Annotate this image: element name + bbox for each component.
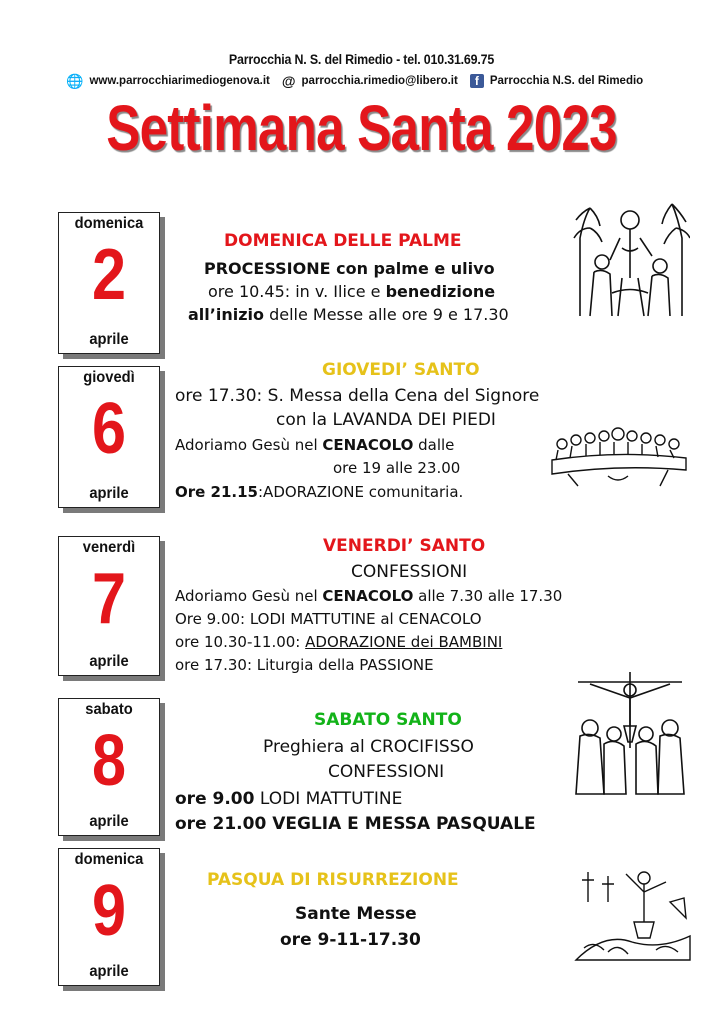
s1-line-3: all’inizio delle Messe alle ore 9 e 17.30: [188, 305, 509, 324]
date-weekday: venerdì: [82, 539, 136, 556]
date-card-5: [58, 848, 160, 986]
s2-line-2: con la LAVANDA DEI PIEDI: [276, 410, 496, 430]
resurrection-illustration: [574, 862, 692, 962]
date-day: 7: [91, 559, 127, 639]
date-weekday: sabato: [85, 701, 133, 718]
date-weekday: domenica: [74, 851, 144, 868]
date-month: aprile: [89, 813, 129, 830]
email-link[interactable]: parrocchia.rimedio@libero.it: [301, 75, 458, 87]
date-card-2: [58, 366, 160, 508]
palm-sunday-illustration: [572, 198, 690, 318]
date-month: aprile: [89, 331, 129, 348]
holy-saturday-heading: SABATO SANTO: [314, 710, 462, 730]
date-card-1: [58, 212, 160, 354]
date-day: 6: [91, 389, 127, 469]
date-card-3: [58, 536, 160, 676]
globe-icon: 🌐: [66, 72, 84, 89]
palm-sunday-heading: DOMENICA DELLE PALME: [224, 231, 462, 251]
date-card-4: [58, 698, 160, 836]
s3-line-5: ore 17.30: Liturgia della PASSIONE: [175, 656, 434, 674]
s3-line-4: ore 10.30-11.00: ADORAZIONE dei BAMBINI: [175, 633, 503, 651]
website-link[interactable]: www.parrocchiarimediogenova.it: [89, 75, 270, 87]
s2-line-4: ore 19 alle 23.00: [333, 459, 461, 477]
s2-line-1: ore 17.30: S. Messa della Cena del Signore: [175, 386, 540, 406]
last-supper-illustration: [548, 420, 690, 490]
s3-line-3: Ore 9.00: LODI MATTUTINE al CENACOLO: [175, 610, 482, 628]
date-day: 9: [91, 871, 127, 951]
parish-contact-line: Parrocchia N. S. del Rimedio - tel. 010.31.69.75: [228, 52, 495, 67]
parish-links-line: [66, 72, 666, 90]
date-day: 2: [91, 235, 127, 315]
s5-line-2: ore 9-11-17.30: [280, 930, 421, 950]
s1-line-2: ore 10.45: in v. Ilice e benedizione: [208, 282, 496, 301]
s4-line-2: CONFESSIONI: [328, 762, 445, 782]
s4-line-4: ore 21.00 VEGLIA E MESSA PASQUALE: [175, 814, 536, 834]
date-weekday: giovedì: [83, 369, 135, 386]
date-month: aprile: [89, 653, 129, 670]
holy-thursday-heading: GIOVEDI’ SANTO: [322, 360, 480, 380]
facebook-link[interactable]: Parrocchia N.S. del Rimedio: [489, 75, 644, 87]
good-friday-heading: VENERDI’ SANTO: [323, 536, 486, 556]
s2-line-3: Adoriamo Gesù nel CENACOLO dalle: [175, 436, 455, 454]
date-weekday: domenica: [74, 215, 144, 232]
s4-line-3: ore 9.00 LODI MATTUTINE: [175, 789, 403, 809]
facebook-icon: f: [470, 74, 484, 88]
date-day: 8: [91, 721, 127, 801]
date-month: aprile: [89, 963, 129, 980]
s2-line-5: Ore 21.15:ADORAZIONE comunitaria.: [175, 483, 464, 501]
s1-line-1: PROCESSIONE con palme e ulivo: [204, 259, 495, 278]
page-title: Settimana Santa 2023: [106, 92, 617, 164]
s5-line-1: Sante Messe: [295, 904, 417, 924]
date-month: aprile: [89, 485, 129, 502]
crucifixion-illustration: [570, 668, 692, 798]
s4-line-1: Preghiera al CROCIFISSO: [263, 737, 474, 757]
easter-heading: PASQUA DI RISURREZIONE: [207, 870, 459, 890]
s3-line-1: CONFESSIONI: [351, 562, 468, 582]
s3-line-2: Adoriamo Gesù nel CENACOLO alle 7.30 alle 17.30: [175, 587, 563, 605]
at-icon: @: [281, 73, 296, 89]
